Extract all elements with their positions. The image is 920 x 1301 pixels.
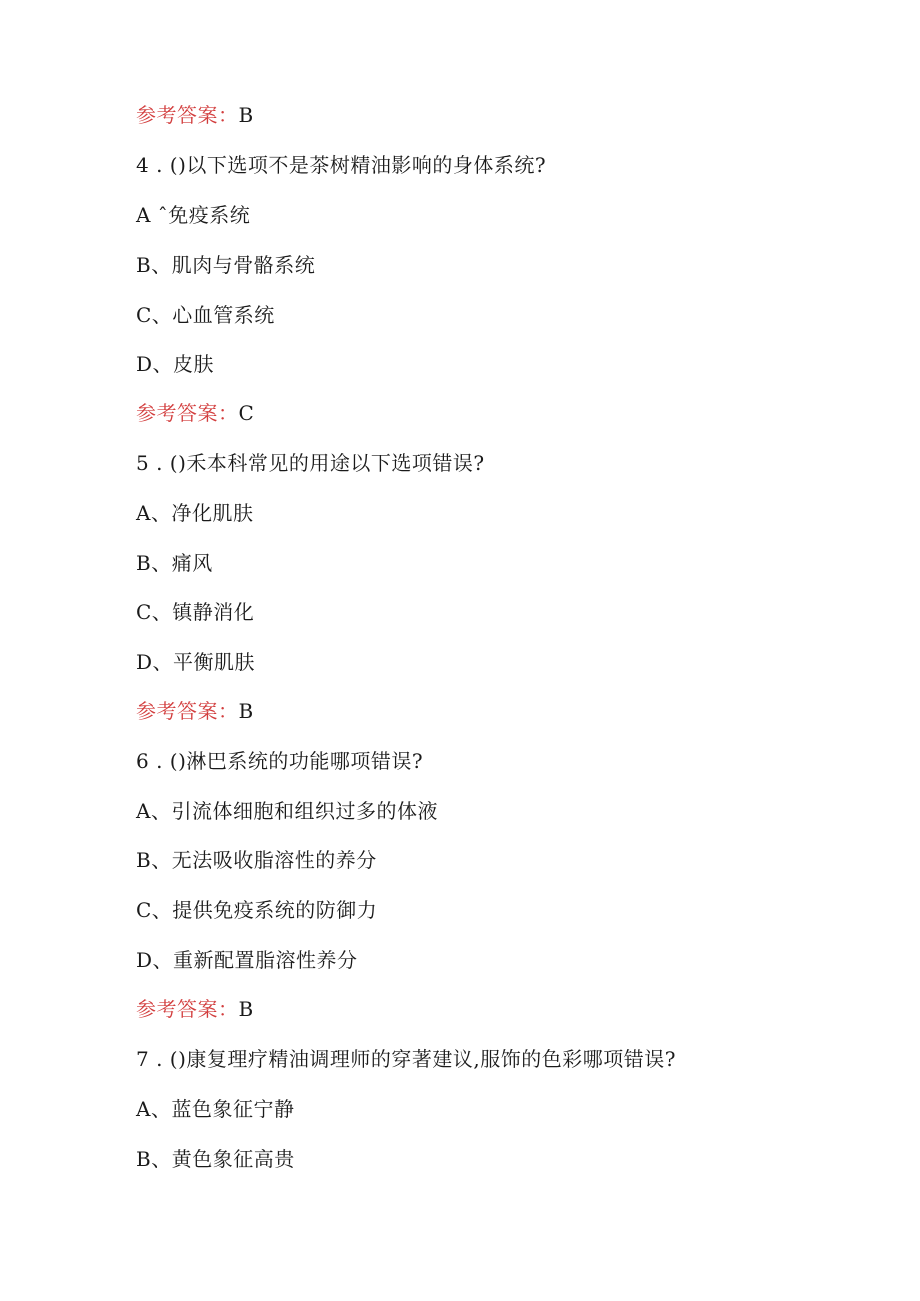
- option-a: A、引流体细胞和组织过多的体液: [136, 799, 438, 823]
- answer-label: 参考答案：: [136, 103, 239, 127]
- answer-value: B: [238, 997, 254, 1021]
- answer-line: [136, 996, 254, 1022]
- option-a: A、蓝色象征宁静: [136, 1097, 295, 1121]
- option-d: D、皮肤: [136, 352, 215, 376]
- answer-line: [136, 102, 254, 128]
- option-c: C、镇静消化: [136, 600, 255, 624]
- option-a: A ˆ免疫系统: [136, 203, 251, 227]
- option-b: B、肌肉与骨骼系统: [136, 253, 316, 277]
- question-7: 7 . ()康复理疗精油调理师的穿著建议,服饰的色彩哪项错误?: [136, 1047, 676, 1071]
- option-d: D、重新配置脂溶性养分: [136, 948, 358, 972]
- option-d: D、平衡肌肤: [136, 650, 256, 674]
- answer-label: 参考答案：: [136, 699, 239, 723]
- option-b: B、痛风: [136, 551, 213, 575]
- answer-value: B: [238, 103, 254, 127]
- option-a: A、净化肌肤: [136, 501, 254, 525]
- option-c: C、提供免疫系统的防御力: [136, 898, 378, 922]
- question-5: 5 . ()禾本科常见的用途以下选项错误?: [136, 451, 485, 475]
- answer-value: C: [238, 401, 255, 425]
- answer-line: [136, 400, 254, 426]
- answer-line: [136, 698, 254, 724]
- option-b: B、无法吸收脂溶性的养分: [136, 848, 377, 872]
- question-6: 6 . ()淋巴系统的功能哪项错误?: [136, 749, 424, 773]
- option-c: C、心血管系统: [136, 303, 275, 327]
- answer-label: 参考答案：: [136, 401, 239, 425]
- answer-value: B: [238, 699, 254, 723]
- option-b: B、黄色象征高贵: [136, 1147, 295, 1171]
- question-4: 4 . ()以下选项不是茶树精油影响的身体系统?: [136, 153, 547, 177]
- answer-label: 参考答案：: [136, 997, 239, 1021]
